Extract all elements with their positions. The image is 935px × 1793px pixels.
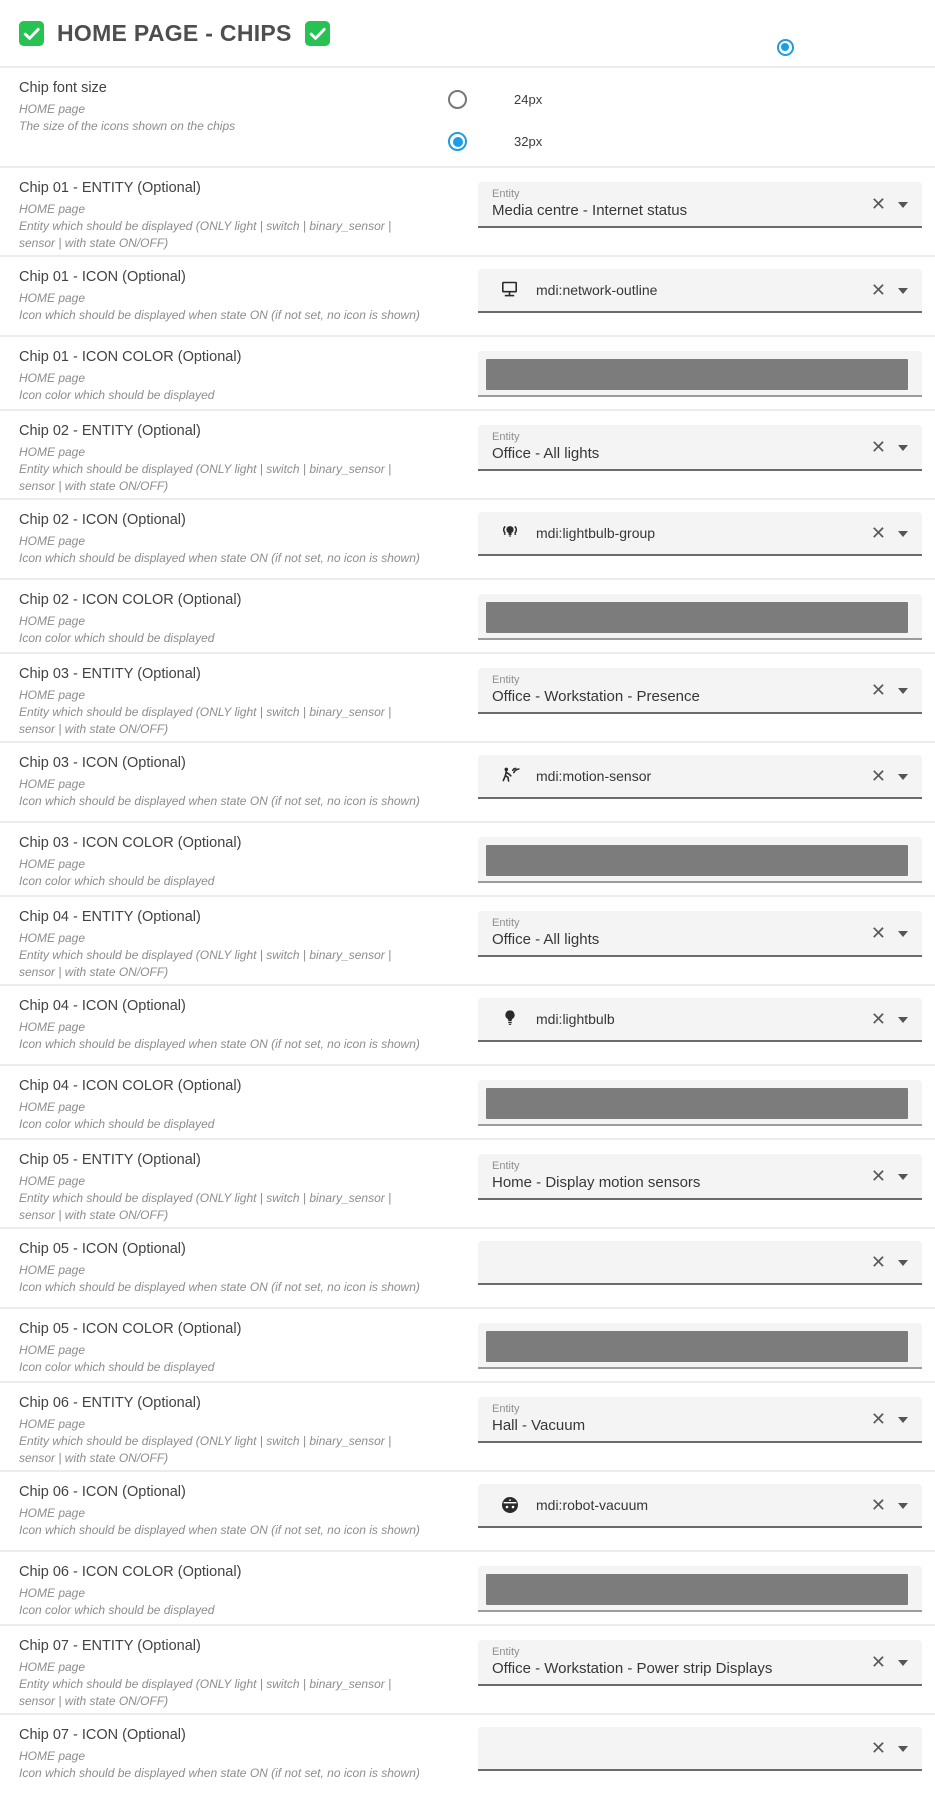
row-description: Entity which should be displayed (ONLY light | switch | binary_sensor | sensor | with state ON/OFF)	[19, 947, 392, 979]
radio-label: 32px	[514, 134, 543, 149]
row-title: Chip font size	[19, 80, 107, 96]
entity-select[interactable]	[478, 1397, 922, 1443]
row-subtitle: HOME page	[19, 1506, 86, 1520]
color-swatch[interactable]	[486, 845, 908, 876]
row-subtitle: HOME page	[19, 534, 86, 548]
chip-row	[0, 1470, 935, 1550]
row-title: Chip 03 - ICON (Optional)	[19, 755, 186, 771]
row-description: Icon color which should be displayed	[19, 1359, 215, 1374]
field-value: Office - All lights	[492, 931, 600, 948]
row-description: Icon color which should be displayed	[19, 1602, 215, 1617]
chip-row	[0, 1713, 935, 1793]
row-description: Icon which should be displayed when state ON (if not set, no icon is shown)	[19, 1765, 420, 1780]
clear-icon[interactable]: ✕	[870, 766, 886, 786]
row-subtitle: HOME page	[19, 614, 86, 628]
clear-icon[interactable]: ✕	[870, 1495, 886, 1515]
chevron-down-icon[interactable]	[898, 1746, 908, 1752]
chip-row	[0, 1227, 935, 1307]
row-description: Icon which should be displayed when state ON (if not set, no icon is shown)	[19, 550, 420, 565]
green-checkmark-icon	[305, 21, 330, 46]
row-subtitle: HOME page	[19, 371, 86, 385]
entity-select[interactable]	[478, 1640, 922, 1686]
row-subtitle: HOME page	[19, 1174, 86, 1188]
page-title: HOME PAGE - CHIPS	[57, 19, 292, 46]
row-subtitle: HOME page	[19, 202, 86, 216]
row-description: Entity which should be displayed (ONLY light | switch | binary_sensor | sensor | with state ON/OFF)	[19, 1190, 392, 1222]
row-description: Icon color which should be displayed	[19, 1116, 215, 1131]
field-label: Entity	[492, 674, 520, 686]
radio-label: 24px	[514, 92, 543, 107]
row-title: Chip 03 - ICON COLOR (Optional)	[19, 835, 242, 851]
clear-icon[interactable]: ✕	[870, 1166, 886, 1186]
row-title: Chip 01 - ICON (Optional)	[19, 269, 186, 285]
row-title: Chip 05 - ENTITY (Optional)	[19, 1152, 201, 1168]
chevron-down-icon[interactable]	[898, 1503, 908, 1509]
clear-icon[interactable]: ✕	[870, 680, 886, 700]
row-subtitle: HOME page	[19, 102, 86, 116]
field-label: Entity	[492, 1160, 520, 1172]
chip-row	[0, 984, 935, 1064]
radio-icon[interactable]	[448, 132, 467, 151]
icon-select[interactable]	[478, 269, 922, 313]
entity-select[interactable]	[478, 182, 922, 228]
row-subtitle: HOME page	[19, 857, 86, 871]
icon-color-input[interactable]	[478, 1323, 922, 1369]
mdi-lightbulb-group-icon	[498, 521, 522, 545]
field-value: Hall - Vacuum	[492, 1417, 586, 1434]
field-label: Entity	[492, 1646, 520, 1658]
chip-row	[0, 255, 935, 335]
row-description: Icon which should be displayed when state ON (if not set, no icon is shown)	[19, 793, 420, 808]
row-title: Chip 01 - ICON COLOR (Optional)	[19, 349, 242, 365]
row-title: Chip 03 - ENTITY (Optional)	[19, 666, 201, 682]
row-description: Icon color which should be displayed	[19, 387, 215, 402]
clear-icon[interactable]: ✕	[870, 923, 886, 943]
row-title: Chip 02 - ICON COLOR (Optional)	[19, 592, 242, 608]
chip-row	[0, 335, 935, 409]
row-subtitle: HOME page	[19, 291, 86, 305]
header-radio[interactable]	[777, 39, 794, 56]
chip-row	[0, 1624, 935, 1713]
icon-select[interactable]	[478, 1727, 922, 1771]
row-description: The size of the icons shown on the chips	[19, 118, 236, 133]
row-title: Chip 06 - ENTITY (Optional)	[19, 1395, 201, 1411]
row-title: Chip 06 - ICON (Optional)	[19, 1484, 186, 1500]
chip-row	[0, 498, 935, 578]
chip-row	[0, 1307, 935, 1381]
chevron-down-icon[interactable]	[898, 1260, 908, 1266]
row-description: Icon which should be displayed when state ON (if not set, no icon is shown)	[19, 1036, 420, 1051]
row-description: Entity which should be displayed (ONLY light | switch | binary_sensor | sensor | with state ON/OFF)	[19, 1433, 392, 1465]
row-title: Chip 06 - ICON COLOR (Optional)	[19, 1564, 242, 1580]
icon-color-input[interactable]	[478, 837, 922, 883]
icon-select[interactable]	[478, 1484, 922, 1528]
entity-select[interactable]	[478, 668, 922, 714]
row-subtitle: HOME page	[19, 1263, 86, 1277]
chevron-down-icon[interactable]	[898, 445, 908, 451]
field-value: Media centre - Internet status	[492, 202, 688, 219]
field-value: mdi:motion-sensor	[536, 768, 652, 784]
chip-row	[0, 1138, 935, 1227]
color-swatch[interactable]	[486, 1088, 908, 1119]
chip-row	[0, 1550, 935, 1624]
clear-icon[interactable]: ✕	[870, 523, 886, 543]
field-value: Office - Workstation - Power strip Displays	[492, 1660, 773, 1677]
row-description: Icon which should be displayed when state ON (if not set, no icon is shown)	[19, 1279, 420, 1294]
chip-row	[0, 895, 935, 984]
row-title: Chip 07 - ICON (Optional)	[19, 1727, 186, 1743]
field-label: Entity	[492, 431, 520, 443]
icon-color-input[interactable]	[478, 1080, 922, 1126]
icon-color-input[interactable]	[478, 351, 922, 397]
row-title: Chip 04 - ICON (Optional)	[19, 998, 186, 1014]
icon-select[interactable]	[478, 755, 922, 799]
chevron-down-icon[interactable]	[898, 202, 908, 208]
chevron-down-icon[interactable]	[898, 288, 908, 294]
row-description: Icon color which should be displayed	[19, 873, 215, 888]
chevron-down-icon[interactable]	[898, 531, 908, 537]
font-size-option-32px[interactable]	[448, 132, 922, 151]
clear-icon[interactable]: ✕	[870, 437, 886, 457]
green-checkmark-icon	[19, 21, 44, 46]
chip-row	[0, 409, 935, 498]
field-label: Entity	[492, 1403, 520, 1415]
icon-color-input[interactable]	[478, 594, 922, 640]
field-value: mdi:robot-vacuum	[536, 1497, 649, 1513]
radio-icon[interactable]	[448, 90, 467, 109]
color-swatch[interactable]	[486, 1574, 908, 1605]
mdi-network-outline-icon	[498, 278, 522, 302]
field-value: Office - Workstation - Presence	[492, 688, 700, 705]
chip-row	[0, 652, 935, 741]
field-label: Entity	[492, 917, 520, 929]
row-title: Chip 02 - ENTITY (Optional)	[19, 423, 201, 439]
color-swatch[interactable]	[486, 359, 908, 390]
chevron-down-icon[interactable]	[898, 688, 908, 694]
field-value: mdi:lightbulb-group	[536, 525, 656, 541]
mdi-robot-vacuum-icon	[498, 1493, 522, 1517]
clear-icon[interactable]: ✕	[870, 1738, 886, 1758]
row-title: Chip 01 - ENTITY (Optional)	[19, 180, 201, 196]
clear-icon[interactable]: ✕	[870, 280, 886, 300]
icon-select[interactable]	[478, 1241, 922, 1285]
field-value: mdi:network-outline	[536, 282, 658, 298]
row-subtitle: HOME page	[19, 445, 86, 459]
row-description: Entity which should be displayed (ONLY light | switch | binary_sensor | sensor | with state ON/OFF)	[19, 1676, 392, 1708]
font-size-option-24px[interactable]	[448, 90, 922, 109]
row-description: Entity which should be displayed (ONLY light | switch | binary_sensor | sensor | with state ON/OFF)	[19, 704, 392, 736]
entity-select[interactable]	[478, 425, 922, 471]
clear-icon[interactable]: ✕	[870, 1009, 886, 1029]
chip-rows-container	[0, 166, 935, 1793]
clear-icon[interactable]: ✕	[870, 1252, 886, 1272]
field-value: Home - Display motion sensors	[492, 1174, 701, 1191]
row-subtitle: HOME page	[19, 1100, 86, 1114]
row-title: Chip 02 - ICON (Optional)	[19, 512, 186, 528]
row-subtitle: HOME page	[19, 1343, 86, 1357]
row-subtitle: HOME page	[19, 688, 86, 702]
clear-icon[interactable]: ✕	[870, 194, 886, 214]
field-label: Entity	[492, 188, 520, 200]
field-value: Office - All lights	[492, 445, 600, 462]
entity-select[interactable]	[478, 1154, 922, 1200]
chip-row	[0, 1381, 935, 1470]
row-subtitle: HOME page	[19, 777, 86, 791]
row-title: Chip 07 - ENTITY (Optional)	[19, 1638, 201, 1654]
chevron-down-icon[interactable]	[898, 1017, 908, 1023]
chip-row	[0, 741, 935, 821]
chip-row	[0, 821, 935, 895]
chevron-down-icon[interactable]	[898, 1660, 908, 1666]
page-header	[0, 0, 935, 66]
row-subtitle: HOME page	[19, 931, 86, 945]
mdi-motion-sensor-icon	[498, 764, 522, 788]
chip-row	[0, 1064, 935, 1138]
row-title: Chip 04 - ICON COLOR (Optional)	[19, 1078, 242, 1094]
chevron-down-icon[interactable]	[898, 1174, 908, 1180]
row-subtitle: HOME page	[19, 1020, 86, 1034]
chip-row	[0, 578, 935, 652]
row-subtitle: HOME page	[19, 1660, 86, 1674]
icon-color-input[interactable]	[478, 1566, 922, 1612]
row-title: Chip 05 - ICON (Optional)	[19, 1241, 186, 1257]
row-description: Entity which should be displayed (ONLY light | switch | binary_sensor | sensor | with state ON/OFF)	[19, 461, 392, 493]
entity-select[interactable]	[478, 911, 922, 957]
chevron-down-icon[interactable]	[898, 1417, 908, 1423]
icon-select[interactable]	[478, 512, 922, 556]
row-title: Chip 05 - ICON COLOR (Optional)	[19, 1321, 242, 1337]
row-description: Icon color which should be displayed	[19, 630, 215, 645]
row-title: Chip 04 - ENTITY (Optional)	[19, 909, 201, 925]
chevron-down-icon[interactable]	[898, 931, 908, 937]
row-subtitle: HOME page	[19, 1749, 86, 1763]
field-value: mdi:lightbulb	[536, 1011, 615, 1027]
row-subtitle: HOME page	[19, 1586, 86, 1600]
clear-icon[interactable]: ✕	[870, 1652, 886, 1672]
clear-icon[interactable]: ✕	[870, 1409, 886, 1429]
row-subtitle: HOME page	[19, 1417, 86, 1431]
color-swatch[interactable]	[486, 1331, 908, 1362]
mdi-lightbulb-icon	[498, 1007, 522, 1031]
row-description: Entity which should be displayed (ONLY light | switch | binary_sensor | sensor | with state ON/OFF)	[19, 218, 392, 250]
chevron-down-icon[interactable]	[898, 774, 908, 780]
row-description: Icon which should be displayed when state ON (if not set, no icon is shown)	[19, 307, 420, 322]
chip-row	[0, 166, 935, 255]
row-description: Icon which should be displayed when state ON (if not set, no icon is shown)	[19, 1522, 420, 1537]
icon-select[interactable]	[478, 998, 922, 1042]
chip-font-size-row	[0, 66, 935, 166]
color-swatch[interactable]	[486, 602, 908, 633]
